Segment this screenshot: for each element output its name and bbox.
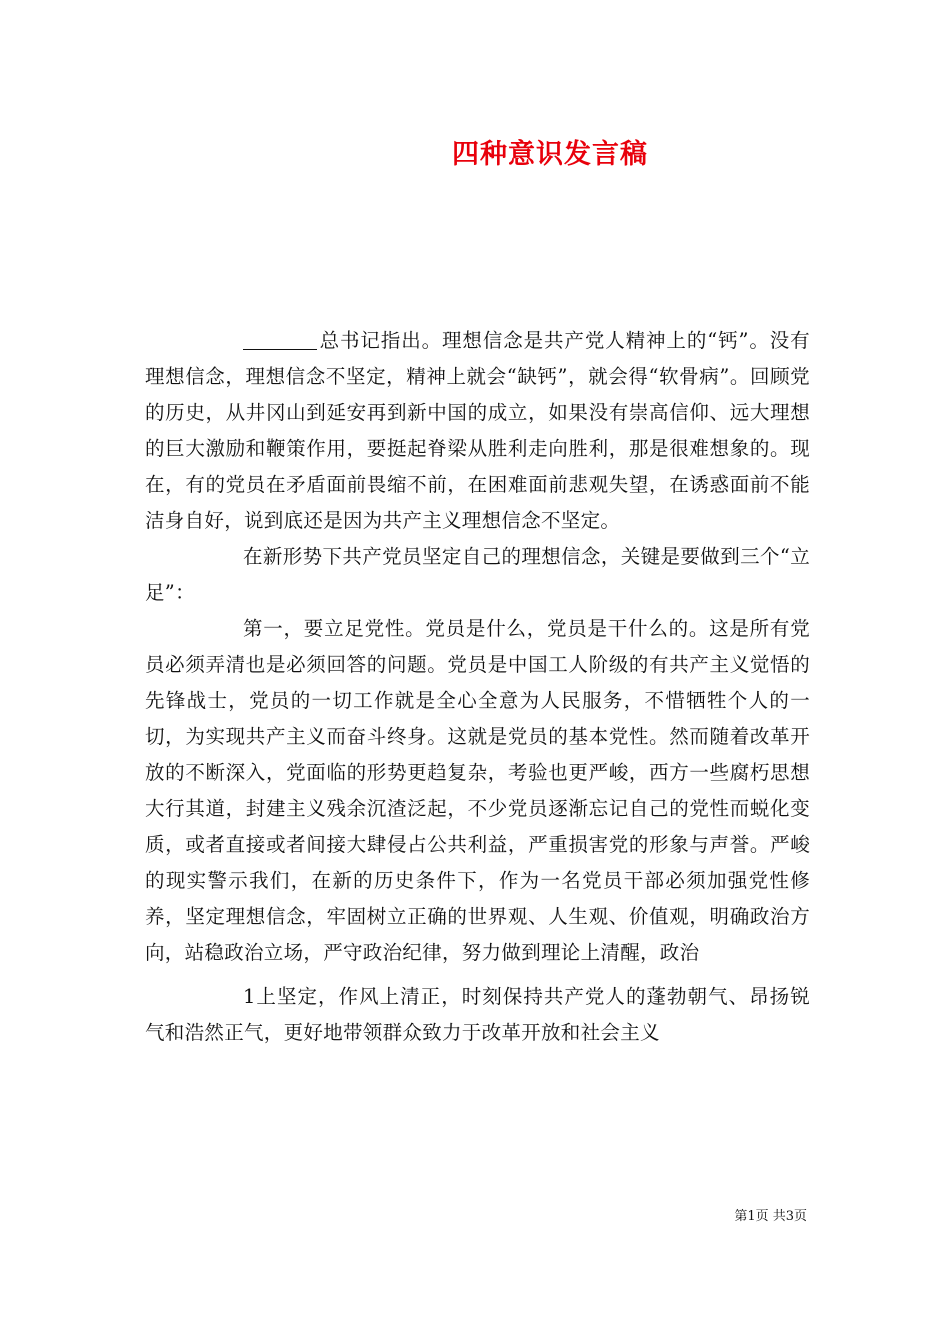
paragraph-1-text: 总书记指出。理想信念是共产党人精神上的“钙”。没有理想信念，理想信念不坚定，精神上就会“缺钙”，就会得“软骨病”。回顾党的历史，从井冈山到延安再到新中国的成立，如果没有崇高信仰、远大理想的巨大激励和鞭策作用，要挺起脊梁从胜利走向胜利，那是很难想象的。现在，有的党员在矛盾面前畏缩不前，在困难面前悲观失望，在诱惑面前不能洁身自好，说到底还是因为共产主义理想信念不坚定。 — [145, 329, 810, 532]
paragraph-1 — [145, 323, 810, 539]
paragraph-3: 第一，要立足党性。党员是什么，党员是干什么的。这是所有党员必须弄清也是必须回答的问题。党员是中国工人阶级的有共产主义觉悟的先锋战士，党员的一切工作就是全心全意为人民服务，不惜牺牲个人的一切，为实现共产主义而奋斗终身。这就是党员的基本党性。然而随着改革开放的不断深入，党面临的形势更趋复杂，考验也更严峻，西方一些腐朽思想大行其道，封建主义残余沉渣泛起，不少党员逐渐忘记自己的党性而蜕化变质，或者直接或者间接大肆侵占公共利益，严重损害党的形象与声誉。严峻的现实警示我们，在新的历史条件下，作为一名党员干部必须加强党性修养，坚定理想信念，牢固树立正确的世界观、人生观、价值观，明确政治方向，站稳政治立场，严守政治纪律，努力做到理论上清醒，政治 — [145, 617, 810, 964]
paragraph-2: 在新形势下共产党员坚定自己的理想信念，关键是要做到三个“立足”： — [145, 545, 810, 604]
document-body — [145, 323, 810, 1051]
page-footer: 第1页 共3页 — [734, 1209, 807, 1224]
document-title: 四种意识发言稿 — [452, 139, 648, 170]
blank-underline — [243, 329, 317, 350]
paragraph-4: 1上坚定，作风上清正，时刻保持共产党人的蓬勃朝气、昂扬锐气和浩然正气，更好地带领群众致力于改革开放和社会主义 — [145, 985, 810, 1044]
